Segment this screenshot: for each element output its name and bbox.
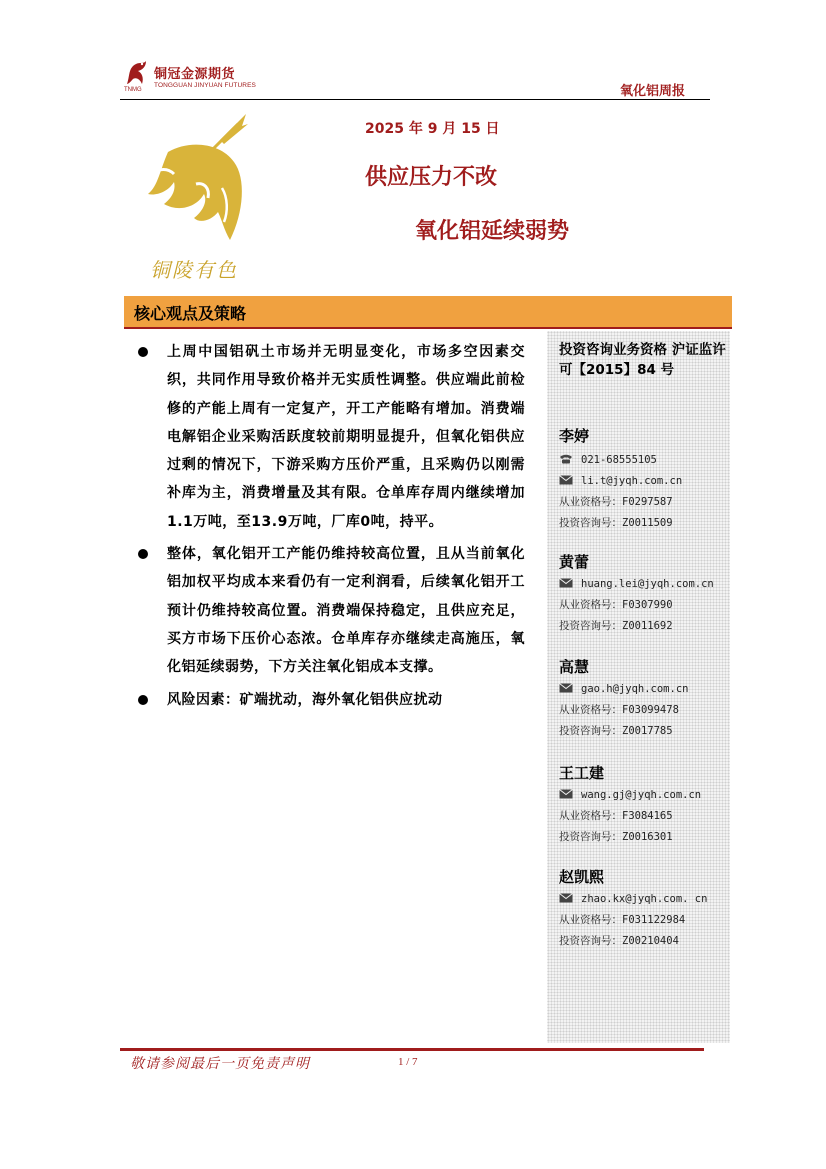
emblem-caption: 铜陵有色 (150, 258, 238, 282)
bullet-icon (138, 347, 148, 357)
email-icon (559, 789, 573, 799)
section-underline (124, 327, 732, 329)
bullet-icon (138, 549, 148, 559)
analyst-advisory-no: 投资咨询号：Z0016301 (559, 831, 673, 843)
disclaimer-note: 敬请参阅最后一页免责声明 (130, 1056, 310, 1072)
analyst-name: 黄蕾 (559, 553, 590, 571)
analyst-practice-no: 从业资格号：F0307990 (559, 599, 673, 611)
report-title-line2: 氧化铝延续弱势 (415, 219, 570, 244)
analyst-sidebar (547, 331, 730, 1043)
email-icon (559, 683, 573, 693)
analyst-advisory-no: 投资咨询号：Z00210404 (559, 935, 679, 947)
email-row (559, 785, 727, 806)
report-title-line1: 供应压力不改 (365, 165, 498, 190)
analyst-email[interactable]: huang.lei@jyqh.com.cn (581, 578, 714, 590)
analyst-advisory-no: 投资咨询号：Z0017785 (559, 725, 673, 737)
email-icon (559, 578, 573, 588)
analyst-card (559, 657, 727, 742)
analyst-practice-no: 从业资格号：F3084165 (559, 810, 673, 822)
key-points-list (135, 338, 525, 714)
key-point-text: 整体，氧化铝开工产能仍维持较高位置，且从当前氧化铝加权平均成本来看仍有一定利润看，后续氧化铝开工预计仍维持较高位置。消费端保持稳定，且供应充足，买方市场下压价心态浓。仓单库存亦继续走高施压，氧化铝延续弱势，下方关注氧化铝成本支撑。 (167, 546, 525, 676)
key-point-item (135, 540, 525, 681)
section-header-bar (124, 296, 732, 327)
report-date: 2025 年 9 月 15 日 (365, 121, 500, 137)
key-point-item (135, 686, 525, 714)
analyst-phone: 021-68555105 (581, 454, 657, 466)
analyst-card (559, 552, 727, 637)
analyst-practice-no: 从业资格号：F0297587 (559, 496, 673, 508)
company-name-cn: 铜冠金源期货 (154, 67, 236, 82)
analyst-card (559, 867, 727, 952)
key-point-item (135, 338, 525, 536)
email-row (559, 471, 727, 492)
analyst-advisory-no: 投资咨询号：Z0011692 (559, 620, 673, 632)
email-icon (559, 893, 573, 903)
analyst-email[interactable]: gao.h@jyqh.com.cn (581, 683, 689, 695)
company-abbr: TNMG (124, 87, 142, 93)
email-icon (559, 475, 573, 485)
analyst-name: 高慧 (559, 658, 590, 676)
emblem (138, 112, 263, 282)
analyst-name: 赵凯熙 (559, 868, 605, 886)
company-name-en: TONGGUAN JINYUAN FUTURES (154, 82, 256, 89)
analyst-practice-no: 从业资格号：F031122984 (559, 914, 686, 926)
email-row (559, 574, 727, 595)
email-row (559, 889, 727, 910)
helmet-emblem-icon (138, 112, 263, 252)
header-divider (120, 99, 710, 100)
bullet-icon (138, 695, 148, 705)
email-row (559, 679, 727, 700)
report-type-label: 氧化铝周报 (620, 84, 686, 99)
analyst-name: 王工建 (559, 764, 605, 782)
key-point-text: 风险因素：矿端扰动，海外氧化铝供应扰动 (167, 691, 443, 708)
section-title: 核心观点及策略 (134, 304, 247, 323)
analyst-email[interactable]: li.t@jyqh.com.cn (581, 475, 683, 487)
key-point-text: 上周中国铝矾土市场并无明显变化，市场多空因素交织，共同作用导致价格并无实质性调整。供应端此前检修的产能上周有一定复产，开工产能略有增加。消费端电解铝企业采购活跃度较前期明显提升，但氧化铝供应过剩的情况下，下游采购方压价严重，且采购仍以刚需补库为主，消费增量及其有限。仓单库存周内继续增加1.1万吨，至13.9万吨，厂库0吨，持平。 (167, 344, 525, 530)
analyst-card (559, 763, 727, 848)
phone-icon (559, 454, 573, 464)
analyst-email[interactable]: zhao.kx@jyqh.com. cn (581, 893, 708, 905)
qualification-text: 投资咨询业务资格 沪证监许可【2015】84 号 (559, 342, 726, 378)
analyst-email[interactable]: wang.gj@jyqh.com.cn (581, 789, 702, 801)
page-number: 1 / 7 (398, 1056, 418, 1068)
footer-divider (120, 1048, 704, 1051)
analyst-advisory-no: 投资咨询号：Z0011509 (559, 517, 673, 529)
analyst-name: 李婷 (559, 427, 590, 445)
phone-row (559, 450, 727, 471)
analyst-practice-no: 从业资格号：F03099478 (559, 704, 679, 716)
company-logo-icon (122, 58, 152, 88)
analyst-card (559, 426, 727, 534)
